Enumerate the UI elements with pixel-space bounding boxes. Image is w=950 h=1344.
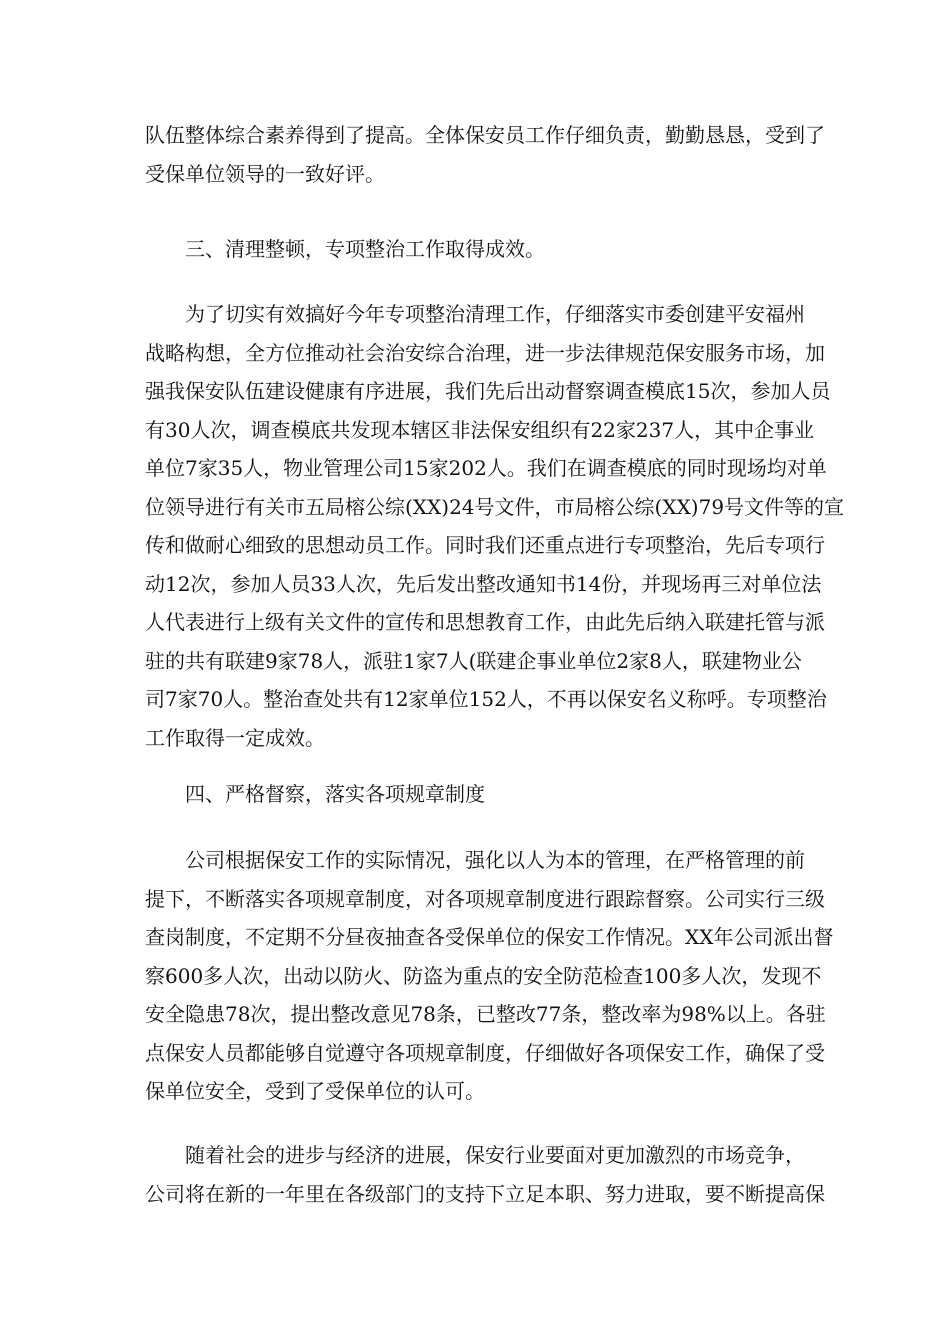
- paragraph-5: [145, 1136, 825, 1213]
- text-line: 工作取得一定成效。: [145, 725, 325, 750]
- text-line: 公司根据保安工作的实际情况，强化以人为本的管理，在严格管理的前: [145, 848, 805, 872]
- heading-text: 四、严格督察，落实各项规章制度: [145, 782, 485, 806]
- section-heading-3: [145, 230, 810, 269]
- text-line: 查岗制度，不定期不分昼夜抽查各受保单位的保安工作情况。XX年公司派出督: [145, 925, 834, 949]
- text-line: 队伍整体综合素养得到了提高。全体保安员工作仔细负责，勤勤恳恳，受到了: [145, 123, 825, 147]
- text-line: 位领导进行有关市五局榕公综(XX)24号文件，市局榕公综(XX)79号文件等的宣: [145, 494, 845, 519]
- paragraph-3: [145, 295, 845, 757]
- section-heading-4: [145, 775, 810, 814]
- text-line: 单位7家35人，物业管理公司15家202人。我们在调查模底的同时现场均对单: [145, 456, 827, 480]
- paragraph-4: [145, 841, 834, 1111]
- text-line: 安全隐患78次，提出整改意见78条，已整改77条，整改率为98%以上。各驻: [145, 1002, 826, 1026]
- text-line: 人代表进行上级有关文件的宣传和思想教育工作，由此先后纳入联建托管与派: [145, 610, 825, 634]
- text-line: 受保单位领导的一致好评。: [145, 161, 385, 186]
- paragraph-intro-tail: [145, 116, 825, 193]
- text-line: 察600多人次，出动以防火、防盗为重点的安全防范检查100多人次，发现不: [145, 963, 822, 988]
- text-line: 保单位安全，受到了受保单位的认可。: [145, 1079, 485, 1103]
- text-line: 公司将在新的一年里在各级部门的支持下立足本职、努力进取，要不断提高保: [145, 1181, 825, 1206]
- text-line: 强我保安队伍建设健康有序进展，我们先后出动督察调查模底15次，参加人员: [145, 379, 831, 403]
- text-line: 有30人次，调查模底共发现本辖区非法保安组织有22家237人，其中企事业: [145, 417, 815, 442]
- text-line: 传和做耐心细致的思想动员工作。同时我们还重点进行专项整治，先后专项行: [145, 533, 825, 557]
- text-line: 战略构想，全方位推动社会治安综合治理，进一步法律规范保安服务市场，加: [145, 340, 825, 365]
- text-line: 提下，不断落实各项规章制度，对各项规章制度进行跟踪督察。公司实行三级: [145, 886, 825, 911]
- text-line: 为了切实有效搞好今年专项整治清理工作，仔细落实市委创建平安福州: [145, 302, 805, 326]
- heading-text: 三、清理整顿，专项整治工作取得成效。: [145, 237, 545, 261]
- text-line: 动12次，参加人员33人次，先后发出整改通知书14份，并现场再三对单位法: [145, 571, 822, 596]
- text-line: 随着社会的进步与经济的进展，保安行业要面对更加激烈的市场竞争，: [145, 1143, 805, 1167]
- text-line: 点保安人员都能够自觉遵守各项规章制度，仔细做好各项保安工作，确保了受: [145, 1040, 825, 1065]
- text-line: 司7家70人。整治查处共有12家单位152人，不再以保安名义称呼。专项整治: [145, 687, 827, 711]
- text-line: 驻的共有联建9家78人，派驻1家7人(联建企事业单位2家8人，联建物业公: [145, 648, 802, 673]
